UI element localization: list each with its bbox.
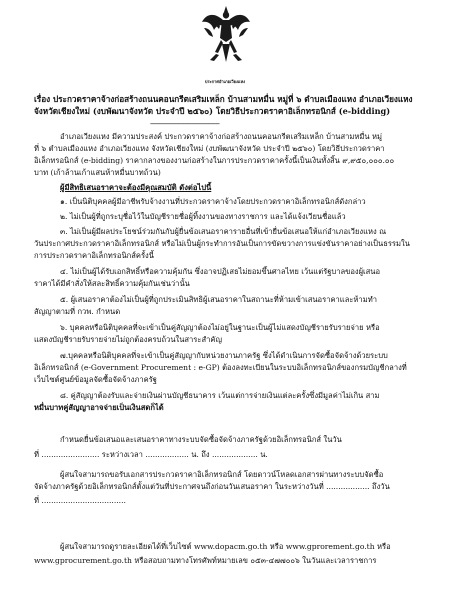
intro-line: บาท (เก้าล้านเก้าแสนห้าหมื่นบาทถ้วน)	[34, 168, 161, 177]
qualification-item-cont: หมื่นบาทคู่สัญญาอาจจ่ายเป็นเงินสดก็ได้	[34, 403, 164, 412]
documents-line: ผู้สนใจสามารถขอรับเอกสารประกวดราคาอิเล็กทรอนิกส์ โดยดาวน์โหลดเอกสารผ่านทางระบบจัดซื้อ	[60, 470, 384, 479]
info-line: ผู้สนใจสามารถดูรายละเอียดได้ที่เว็บไซต์ www.dopacm.go.th หรือ www.gprorement.go.th หรือ	[60, 542, 391, 551]
qualification-item: ๘. คู่สัญญาต้องรับและจ่ายเงินผ่านบัญชีธนาคาร เว้นแต่การจ่ายเงินแต่ละครั้งซึ่งมีมูลค่าไม่เกิน สาม	[60, 391, 380, 400]
qualification-item-cont: สัญญาตามที่ กวพ. กำหนด	[34, 307, 121, 316]
qualification-item-cont: แสดงบัญชีรายรับรายจ่ายไม่ถูกต้องครบถ้วนในสาระสำคัญ	[34, 335, 222, 344]
qualification-item-cont: อิเล็กทรอนิกส์ (e-Government Procurement : e-GP) ต้องลงทะเบียนในระบบอิเล็กทรอนิกส์ของกรมบัญชีกลางที่	[34, 363, 407, 372]
intro-line: ที่ ๖ ตำบลเมืองแหง อำเภอเวียงแหง จังหวัดเชียงใหม่ (งบพัฒนาจังหวัด ประจำปี ๒๕๖๐) โดยวิธีประกวดราคา	[34, 144, 385, 153]
garuda-emblem-icon	[200, 4, 252, 66]
info-line: www.gprocurement.go.th หรือสอบถามทางโทรศัพท์หมายเลข ๐๕๓-๔๗๗๐๐๖ ในวันและเวลาราชการ	[34, 556, 377, 565]
subject-line-1: เรื่อง ประกวดราคาจ้างก่อสร้างถนนคอนกรีตเสริมเหล็ก บ้านสามหมื่น หมู่ที่ ๖ ตำบลเมืองแหง อำเภอเวียงแหง	[34, 94, 413, 104]
documents-line: จัดจ้างภาครัฐด้วยอิเล็กทรอนิกส์ตั้งแต่วันที่ประกาศจนถึงก่อนวันเสนอราคา ในระหว่างวันที่ .................. ถึงวัน	[34, 482, 390, 491]
qualifications-heading: ผู้มีสิทธิเสนอราคาจะต้องมีคุณสมบัติ ดังต่อไปนี้	[60, 183, 212, 192]
qualification-item: ๒. ไม่เป็นผู้ที่ถูกระบุชื่อไว้ในบัญชีรายชื่อผู้ทิ้งงานของทางราชการ และได้แจ้งเวียนชื่อแล้ว	[60, 212, 346, 221]
qualification-item: ๖. บุคคลหรือนิติบุคคลที่จะเข้าเป็นคู่สัญญาต้องไม่อยู่ในฐานะเป็นผู้ไม่แสดงบัญชีรายรับรายจ่าย หรือ	[60, 323, 380, 332]
qualification-item: ๕. ผู้เสนอราคาต้องไม่เป็นผู้ที่ถูกประเมินสิทธิผู้เสนอราคาในสถานะที่ห้ามเข้าเสนอราคาและห้ามทำ	[60, 295, 377, 304]
intro-line: อิเล็กทรอนิกส์ (e-bidding) ราคากลางของงานก่อสร้างในการประกวดราคาครั้งนี้เป็นเงินทั้งสิ้น ๙,๙๕๐,๐๐๐.๐๐	[34, 156, 395, 165]
qualification-item-cont: ราคาได้มีคำสั่งให้สละสิทธิ์ความคุ้มกันเช่นว่านั้น	[34, 279, 190, 288]
office-title: ประกาศอำเภอเวียงแหง	[204, 79, 246, 84]
header-separator: --------------------------------------------	[150, 119, 219, 128]
qualification-item: ๓. ไม่เป็นผู้มีผลประโยชน์ร่วมกันกับผู้ยื่นข้อเสนอราคารายอื่นที่เข้ายื่นข้อเสนอให้แก่อำเภอเวียงแหง ณ	[60, 227, 387, 236]
documents-line: ที่ ...................................	[34, 496, 126, 505]
subject-line-2: จังหวัดเชียงใหม่ (งบพัฒนาจังหวัด ประจำปี ๒๕๖๐) โดยวิธีประกวดราคาอิเล็กทรอนิกส์ (e-bidding)	[34, 106, 391, 116]
qualification-item-cont: การประกวดราคาอิเล็กทรอนิกส์ครั้งนี้	[34, 251, 154, 260]
intro-line: อำเภอเวียงแหง มีความประสงค์ ประกวดราคาจ้างก่อสร้างถนนคอนกรีตเสริมเหล็ก บ้านสามหมื่น หมู่	[60, 132, 382, 141]
qualification-item: ๔. ไม่เป็นผู้ได้รับเอกสิทธิ์หรือความคุ้มกัน ซึ่งอาจปฏิเสธไม่ยอมขึ้นศาลไทย เว้นแต่รัฐบาลของผู้เสนอ	[60, 267, 381, 276]
qualification-item-cont: วันประกาศประกวดราคาอิเล็กทรอนิกส์ หรือไม่เป็นผู้กระทำการอันเป็นการขัดขวางการแข่งขันราคาอย่างเป็นธรรมใน	[34, 239, 410, 248]
schedule-line: ที่ ........................ ระหว่างเวลา .................. น. ถึง ................... น.	[34, 450, 268, 459]
qualification-item: ๑. เป็นนิติบุคคลผู้มีอาชีพรับจ้างงานที่ประกวดราคาจ้างโดยประกวดราคาอิเล็กทรอนิกส์ดังกล่าว	[60, 197, 366, 206]
qualification-item-cont: เว็บไซต์ศูนย์ข้อมูลจัดซื้อจัดจ้างภาครัฐ	[34, 375, 157, 384]
qualification-item: ๗.บุคคลหรือนิติบุคคลที่จะเข้าเป็นคู่สัญญากับหน่วยงานภาครัฐ ซึ่งได้ดำเนินการจัดซื้อจัดจ้างด้วยระบบ	[60, 351, 388, 360]
schedule-line: กำหนดยื่นข้อเสนอและเสนอราคาทางระบบจัดซื้อจัดจ้างภาครัฐด้วยอิเล็กทรอนิกส์ ในวัน	[60, 435, 342, 444]
